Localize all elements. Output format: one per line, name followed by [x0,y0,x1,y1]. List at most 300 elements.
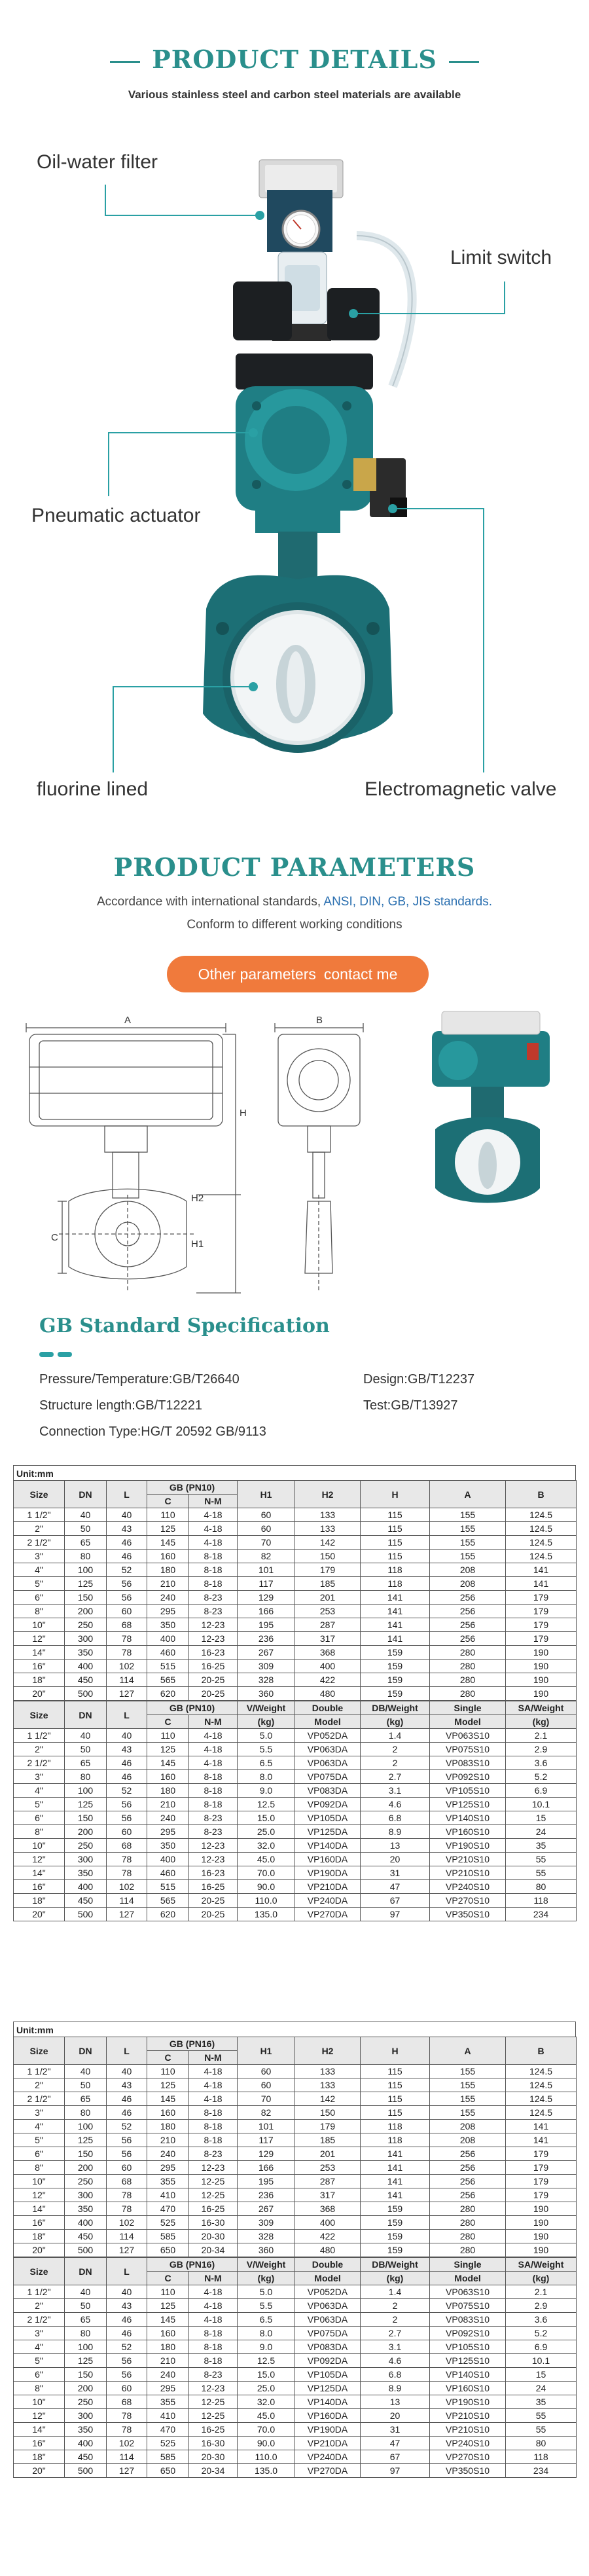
table-cell: VP160S10 [430,1825,506,1839]
table-cell: 56 [107,2368,147,2382]
table-cell: 2.1 [506,1729,577,1743]
table-row [14,2437,577,2450]
dims-rows [14,2065,577,2257]
th-l: L [107,2258,147,2285]
table-cell: 150 [65,2368,107,2382]
table-cell: 52 [107,2340,147,2354]
table-cell: 5.0 [238,1729,295,1743]
table-row [14,1811,577,1825]
table-cell: 179 [506,2147,577,2161]
table-cell: 40 [107,2065,147,2078]
table-cell: 56 [107,2354,147,2368]
table-cell: 43 [107,2299,147,2313]
table-cell: 150 [295,2106,361,2120]
table-cell: 6.9 [506,2340,577,2354]
table-cell: 141 [361,1591,430,1605]
table-row [14,2147,577,2161]
table-row [14,1591,577,1605]
table-cell: 295 [147,1825,189,1839]
table-cell: 101 [238,1563,295,1577]
table-cell: 2 1/2" [14,1536,65,1550]
table-cell: 20 [361,2409,430,2423]
table-cell: 47 [361,1880,430,1894]
table-cell: 328 [238,2230,295,2243]
table-cell: 256 [430,1605,506,1618]
table-cell: 166 [238,2161,295,2175]
th-saweight-unit: (kg) [506,1715,577,1729]
table-cell: 180 [147,2120,189,2133]
label-pneumatic-actuator: Pneumatic actuator [31,505,201,526]
table-cell: 179 [295,2120,361,2133]
table-cell: 500 [65,1687,107,1701]
table-cell: VP190S10 [430,1839,506,1853]
table-cell: 24 [506,2382,577,2395]
table-cell: 80 [506,1880,577,1894]
table-cell: 60 [238,1508,295,1522]
table-cell: 256 [430,2147,506,2161]
table-cell: VP270DA [295,2464,361,2478]
table-cell: 179 [295,1563,361,1577]
table-cell: 8-23 [189,1811,238,1825]
table-cell: 114 [107,2230,147,2243]
table-cell: 60 [107,1605,147,1618]
th-gb: GB (PN16) [147,2037,238,2051]
table-cell: 12.5 [238,2354,295,2368]
table-cell: VP063DA [295,2313,361,2327]
table-cell: 190 [506,1673,577,1687]
table-cell: 82 [238,2106,295,2120]
table-row [14,1798,577,1811]
table-cell: 6" [14,1811,65,1825]
table-cell: 45.0 [238,1853,295,1866]
table-cell: 80 [65,2106,107,2120]
table-cell: 56 [107,1798,147,1811]
table-row [14,1618,577,1632]
table-cell: 46 [107,1536,147,1550]
table-cell: 125 [147,1743,189,1756]
table-cell: 45.0 [238,2409,295,2423]
table-row [14,2092,577,2106]
table-row [14,1756,577,1770]
table-row [14,2382,577,2395]
table-cell: 400 [65,1880,107,1894]
table-cell: VP092DA [295,1798,361,1811]
table-cell: 127 [107,1687,147,1701]
table-cell: 52 [107,1784,147,1798]
table-cell: 240 [147,2368,189,2382]
table-row [14,1508,577,1522]
th-nm: N-M [189,1715,238,1729]
table-cell: 12-25 [189,2395,238,2409]
table-cell: 20" [14,2243,65,2257]
table-cell: 155 [430,1508,506,1522]
table-cell: 13 [361,2395,430,2409]
table-cell: VP240DA [295,2450,361,2464]
table-cell: 118 [506,2450,577,2464]
table-cell: VP083DA [295,2340,361,2354]
table-cell: 124.5 [506,1536,577,1550]
table-cell: 190 [506,2230,577,2243]
table-cell: 5" [14,1798,65,1811]
table-cell: 141 [361,2161,430,2175]
table-cell: 6" [14,2368,65,2382]
table-cell: 124.5 [506,2092,577,2106]
table-cell: 20-25 [189,1673,238,1687]
table-cell: VP092S10 [430,1770,506,1784]
table-cell: 10" [14,2175,65,2188]
table-cell: 2" [14,2299,65,2313]
table-cell: 190 [506,1646,577,1660]
table-cell: 620 [147,1908,189,1921]
table-cell: 4-18 [189,1508,238,1522]
table-cell: 16" [14,2437,65,2450]
table-cell: 14" [14,2423,65,2437]
table-cell: 180 [147,2340,189,2354]
table-cell: 8" [14,2161,65,2175]
table-cell: 145 [147,1536,189,1550]
table-cell: 515 [147,1660,189,1673]
table-cell: 480 [295,2243,361,2257]
table-cell: VP092DA [295,2354,361,2368]
standards-prefix: Accordance with international standards, [96,895,324,909]
table-cell: 127 [107,1908,147,1921]
table-cell: 400 [65,2216,107,2230]
th-c: C [147,1495,189,1508]
table-cell: 350 [65,2202,107,2216]
table-row [14,2120,577,2133]
unit-label: Unit:mm [13,1465,576,1480]
table-row [14,1729,577,1743]
valve-thumbnail [432,1011,550,1203]
table-cell: 20-30 [189,2450,238,2464]
table-cell: 15 [506,1811,577,1825]
table-cell: 10" [14,1839,65,1853]
table-cell: 267 [238,2202,295,2216]
table-cell: 110 [147,1508,189,1522]
table-cell: 150 [65,2147,107,2161]
table-cell: 180 [147,1784,189,1798]
table-cell: 8" [14,1605,65,1618]
other-parameters-contact-button[interactable] [167,956,429,992]
table-row [14,1673,577,1687]
table-row [14,2354,577,2368]
table-row [14,2313,577,2327]
table-cell: 8-18 [189,1770,238,1784]
table-cell: 400 [65,2437,107,2450]
spec-table-pn10 [13,1465,576,1921]
table-cell: 250 [65,2395,107,2409]
table-cell: 2 1/2" [14,1756,65,1770]
table-cell: 410 [147,2409,189,2423]
table-cell: 55 [506,2423,577,2437]
table-cell: 160 [147,1770,189,1784]
table-cell: 3.6 [506,2313,577,2327]
table-cell: VP125S10 [430,1798,506,1811]
table-cell: 450 [65,2450,107,2464]
table-cell: 267 [238,1646,295,1660]
table-cell: 400 [65,1660,107,1673]
table-cell: 118 [361,2120,430,2133]
table-cell: 317 [295,2188,361,2202]
table-cell: 240 [147,1591,189,1605]
table-cell: 4-18 [189,1743,238,1756]
table-cell: 200 [65,1605,107,1618]
th-c: C [147,2051,189,2065]
table-cell: 525 [147,2216,189,2230]
table-cell: 78 [107,2423,147,2437]
th-b: B [506,2037,577,2065]
table-cell: 250 [65,1839,107,1853]
table-cell: 46 [107,2106,147,2120]
table-cell: 65 [65,1536,107,1550]
std-pressure: Pressure/Temperature:GB/T26640 [39,1372,240,1387]
table-cell: 40 [65,1508,107,1522]
table-row [14,2106,577,2120]
table-cell: 114 [107,1894,147,1908]
table-cell: 16-30 [189,2216,238,2230]
table-cell: 118 [506,1894,577,1908]
table-cell: 190 [506,2202,577,2216]
table-cell: 40 [107,1508,147,1522]
table-cell: 210 [147,1798,189,1811]
table-cell: 3" [14,1550,65,1563]
table-cell: 210 [147,1577,189,1591]
table-cell: 8-18 [189,1798,238,1811]
table-cell: 47 [361,2437,430,2450]
table-cell: VP240DA [295,1894,361,1908]
table-cell: 97 [361,2464,430,2478]
table-cell: 125 [65,2133,107,2147]
table-cell: VP125DA [295,2382,361,2395]
table-row [14,1743,577,1756]
table-cell: 500 [65,2464,107,2478]
table-cell: 46 [107,1770,147,1784]
table-cell: 160 [147,1550,189,1563]
table-cell: 18" [14,2230,65,2243]
table-cell: 253 [295,1605,361,1618]
table-row [14,1632,577,1646]
table-cell: 4-18 [189,2285,238,2299]
th-dn: DN [65,2258,107,2285]
table-cell: VP075S10 [430,2299,506,2313]
table-cell: 2" [14,1743,65,1756]
table-cell: 12-23 [189,2161,238,2175]
th-size: Size [14,2037,65,2065]
table-cell: 208 [430,2133,506,2147]
table-cell: 118 [361,1563,430,1577]
table-cell: 12-23 [189,1853,238,1866]
table-row [14,1522,577,1536]
table-cell: 125 [65,1577,107,1591]
table-cell: 180 [147,1563,189,1577]
th-nm: N-M [189,2051,238,2065]
table-cell: 14" [14,2202,65,2216]
table-cell: 68 [107,1839,147,1853]
table-cell: 256 [430,2188,506,2202]
table-row [14,1605,577,1618]
table-cell: 185 [295,2133,361,2147]
table-cell: 110.0 [238,2450,295,2464]
th-double-sub: Model [295,1715,361,1729]
table-cell: 8-23 [189,1605,238,1618]
std-structure: Structure length:GB/T12221 [39,1398,203,1413]
table-cell: 240 [147,2147,189,2161]
th-dn: DN [65,1701,107,1729]
table-cell: 410 [147,2188,189,2202]
table-cell: 256 [430,2175,506,2188]
table-cell: 234 [506,2464,577,2478]
standards-line [0,895,589,909]
table-cell: VP190DA [295,2423,361,2437]
table-cell: 25.0 [238,2382,295,2395]
table-cell: 155 [430,2078,506,2092]
th-size: Size [14,1701,65,1729]
table-cell: 110 [147,2285,189,2299]
table-cell: 110 [147,2065,189,2078]
table-cell: 90.0 [238,1880,295,1894]
table-cell: 5.5 [238,1743,295,1756]
model-table [13,1701,577,1921]
table-cell: 12-23 [189,2382,238,2395]
table-cell: 8-18 [189,1550,238,1563]
table-cell: 18" [14,2450,65,2464]
table-row [14,2464,577,2478]
model-table [13,2257,577,2478]
table-cell: 2.1 [506,2285,577,2299]
table-cell: 155 [430,1536,506,1550]
table-cell: 368 [295,1646,361,1660]
table-cell: 125 [65,2354,107,2368]
table-cell: 256 [430,1591,506,1605]
table-cell: VP063S10 [430,2285,506,2299]
table-cell: 195 [238,2175,295,2188]
th-dbweight-unit: (kg) [361,2272,430,2285]
table-cell: 115 [361,2065,430,2078]
table-row [14,1908,577,1921]
table-cell: VP092S10 [430,2327,506,2340]
table-cell: 40 [65,1729,107,1743]
leader-electromagnetic-valve [483,508,484,772]
table-cell: 5.2 [506,1770,577,1784]
table-cell: 118 [361,2133,430,2147]
table-cell: 1 1/2" [14,1729,65,1743]
table-cell: 159 [361,2230,430,2243]
table-cell: 56 [107,2147,147,2161]
table-cell: 256 [430,2161,506,2175]
table-cell: VP063DA [295,2299,361,2313]
table-row [14,2423,577,2437]
table-cell: 280 [430,1673,506,1687]
table-cell: 2" [14,1522,65,1536]
th-double: Double [295,1701,361,1715]
table-cell: 46 [107,2327,147,2340]
table-cell: 160 [147,2106,189,2120]
table-cell: 18" [14,1673,65,1687]
table-cell: 70 [238,2092,295,2106]
table-cell: VP075DA [295,2327,361,2340]
table-cell: 60 [238,1522,295,1536]
table-cell: 102 [107,2216,147,2230]
table-cell: 159 [361,2202,430,2216]
model-rows [14,1729,577,1921]
table-cell: VP083DA [295,1784,361,1798]
table-cell: 355 [147,2175,189,2188]
table-cell: VP210S10 [430,2423,506,2437]
table-cell: 9.0 [238,1784,295,1798]
th-vweight: V/Weight [238,1701,295,1715]
table-cell: 125 [147,2299,189,2313]
table-cell: 20-30 [189,2230,238,2243]
table-cell: 5.5 [238,2299,295,2313]
th-h: H [361,2037,430,2065]
details-title-text: PRODUCT DETAILS [152,45,437,74]
table-cell: 300 [65,1632,107,1646]
dims-table [13,1480,577,1701]
th-saweight-unit: (kg) [506,2272,577,2285]
table-cell: 500 [65,1908,107,1921]
table-cell: 40 [65,2065,107,2078]
table-cell: 1 1/2" [14,2285,65,2299]
table-cell: 179 [506,1632,577,1646]
table-cell: VP125DA [295,1825,361,1839]
table-cell: 46 [107,2092,147,2106]
table-cell: 155 [430,2065,506,2078]
table-cell: 4-18 [189,2299,238,2313]
table-cell: 141 [361,1632,430,1646]
table-cell: 16-25 [189,2423,238,2437]
table-cell: VP105S10 [430,2340,506,2354]
standards-highlight: ANSI, DIN, GB, JIS standards. [323,895,493,909]
table-cell: 350 [147,1839,189,1853]
table-cell: 124.5 [506,1522,577,1536]
table-cell: 4-18 [189,2092,238,2106]
table-cell: 515 [147,1880,189,1894]
table-cell: 16-30 [189,2437,238,2450]
leader-pneumatic-actuator [108,432,109,496]
table-cell: 114 [107,1673,147,1687]
table-cell: 8-23 [189,2147,238,2161]
table-cell: 4" [14,1563,65,1577]
table-cell: 2 [361,2313,430,2327]
table-cell: 295 [147,2161,189,2175]
button-right-text: contact me [323,966,398,983]
table-cell: 350 [147,1618,189,1632]
table-cell: VP210S10 [430,1866,506,1880]
table-cell: 208 [430,2120,506,2133]
table-cell: 2.9 [506,2299,577,2313]
table-cell: 82 [238,1550,295,1563]
table-row [14,2340,577,2354]
table-cell: VP160DA [295,2409,361,2423]
table-cell: 650 [147,2464,189,2478]
table-cell: 141 [361,2147,430,2161]
table-cell: 1.4 [361,2285,430,2299]
table-cell: 280 [430,1660,506,1673]
table-cell: VP240S10 [430,2437,506,2450]
table-cell: 159 [361,2216,430,2230]
table-cell: 117 [238,1577,295,1591]
table-cell: 133 [295,1522,361,1536]
table-cell: 70.0 [238,2423,295,2437]
table-cell: 8-18 [189,1577,238,1591]
th-h1: H1 [238,2037,295,2065]
table-cell: 16-23 [189,1646,238,1660]
table-cell: 4-18 [189,1729,238,1743]
th-dbweight: DB/Weight [361,1701,430,1715]
table-cell: 8-18 [189,2120,238,2133]
table-cell: 43 [107,1522,147,1536]
table-cell: 102 [107,1660,147,1673]
